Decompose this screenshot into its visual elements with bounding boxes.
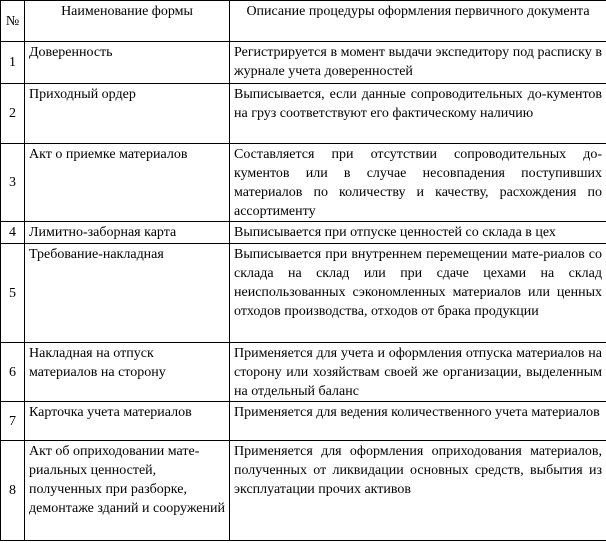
- form-description: Применяется для оформления оприходования материалов, полученных от ликвидации основных средств, выбытия из эксплуатации прочих активов: [230, 441, 606, 541]
- row-number: 7: [1, 402, 25, 441]
- table-row: [1, 402, 606, 441]
- table-row: [1, 222, 606, 244]
- form-name: Акт о приемке материалов: [25, 144, 230, 222]
- form-name: Приходный ордер: [25, 84, 230, 144]
- form-name: Требование-накладная: [25, 244, 230, 343]
- row-number: 8: [1, 441, 25, 541]
- form-description: Выписывается при внутреннем перемещении мате-риалов со склада на склад или при сдаче цехами на склад неиспользованных сэкономленных материалов или ценных отходов производства, отходов от брака продукции: [230, 244, 606, 343]
- row-number: 3: [1, 144, 25, 222]
- row-number: 4: [1, 222, 25, 244]
- form-description: Применяется для учета и оформления отпуска материалов на сторону или хозяйствам своей же организации, выделенным на отдельный баланс: [230, 343, 606, 402]
- form-description: Выписывается, если данные сопроводительных до-кументов на груз соответствуют его фактическому наличию: [230, 84, 606, 144]
- table-row: [1, 343, 606, 402]
- form-name: Лимитно-заборная карта: [25, 222, 230, 244]
- form-name: Накладная на отпуск материалов на сторону: [25, 343, 230, 402]
- header-number: №: [1, 1, 25, 42]
- form-name: Акт об оприходовании мате-риальных ценностей, полученных при разборке, демонтаже зданий и сооружений: [25, 441, 230, 541]
- table-row: [1, 144, 606, 222]
- form-name: Доверенность: [25, 42, 230, 84]
- form-description: Регистрируется в момент выдачи экспедитору под расписку в журнале учета доверенностей: [230, 42, 606, 84]
- row-number: 6: [1, 343, 25, 402]
- header-row: [1, 1, 606, 42]
- row-number: 5: [1, 244, 25, 343]
- form-name: Карточка учета материалов: [25, 402, 230, 441]
- form-description: Применяется для ведения количественного учета материалов: [230, 402, 606, 441]
- table-row: [1, 42, 606, 84]
- table-row: [1, 441, 606, 541]
- table-row: [1, 244, 606, 343]
- form-description: Выписывается при отпуске ценностей со склада в цех: [230, 222, 606, 244]
- table-row: [1, 84, 606, 144]
- row-number: 2: [1, 84, 25, 144]
- header-form-name: Наименование формы: [25, 1, 230, 42]
- row-number: 1: [1, 42, 25, 84]
- header-description: Описание процедуры оформления первичного документа: [230, 1, 606, 42]
- form-description: Составляется при отсутствии сопроводительных до-кументов или в случае несовпадения поступивших материалов по количеству и качеству, расхождения по ассортименту: [230, 144, 606, 222]
